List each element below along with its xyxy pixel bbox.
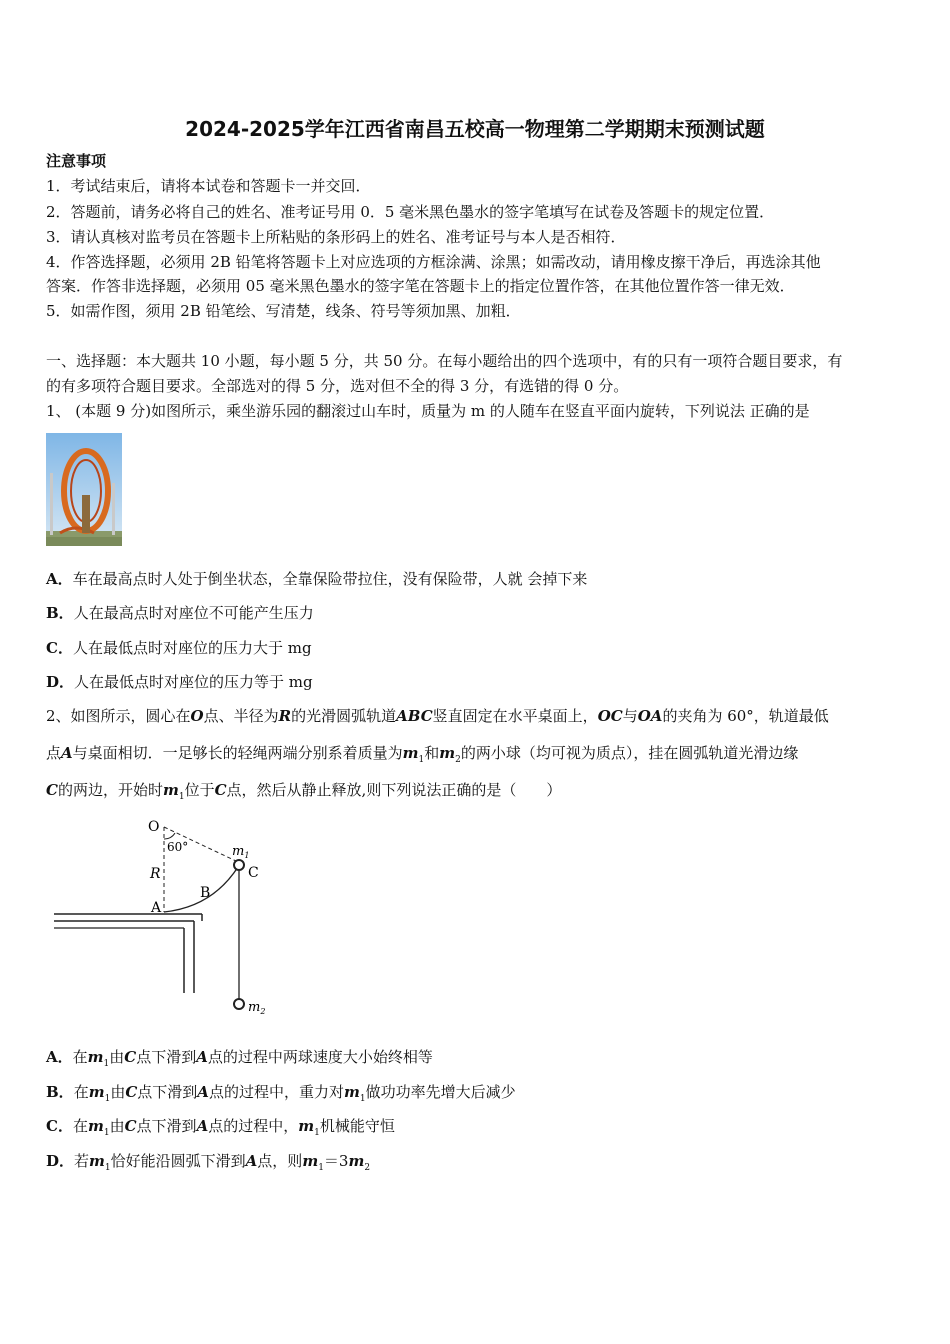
label-m2: $m_2$ — [248, 1000, 266, 1016]
ball-m1 — [234, 860, 244, 870]
notice-heading: 注意事项 — [46, 152, 107, 170]
q2-stem-line-2: 点A与桌面相切．一足够长的轻绳两端分别系着质量为$m_1$和$m_2$的两小球（均可视为质点），挂在圆弧轨道光滑边缘 — [46, 744, 799, 765]
q1-option-d[interactable]: D．人在最低点时对座位的压力等于 mg — [46, 673, 313, 691]
q2-option-c[interactable]: C．在$m_1$由C点下滑到A点的过程中，$m_1$机械能守恒 — [46, 1117, 395, 1138]
q2-diagram — [52, 815, 282, 1025]
label-r: R — [150, 866, 161, 882]
notice-item-5: 5．如需作图，须用 2B 铅笔绘、写清楚，线条、符号等须加黑、加粗． — [46, 302, 521, 320]
notice-item-2: 2．答题前，请务必将自己的姓名、准考证号用 0．5 毫米黑色墨水的签字笔填写在试卷及答题卡的规定位置． — [46, 203, 775, 221]
label-o: O — [148, 819, 160, 835]
notice-item-4-cont: 答案．作答非选择题，必须用 05 毫米黑色墨水的签字笔在答题卡上的指定位置作答，在其他位置作答一律无效． — [46, 277, 795, 295]
roller-coaster-photo — [46, 433, 122, 546]
label-a: A — [151, 900, 162, 916]
angle-arc — [164, 833, 175, 839]
notice-item-4: 4．作答选择题，必须用 2B 铅笔将答题卡上对应选项的方框涂满、涂黑；如需改动，请用橡皮擦干净后，再选涂其他 — [46, 253, 821, 271]
q2-option-d[interactable]: D．若$m_1$恰好能沿圆弧下滑到A点，则$m_1=3m_2$ — [46, 1152, 371, 1173]
label-b: B — [200, 885, 211, 901]
page-title: 2024-2025学年江西省南昌五校高一物理第二学期期末预测试题 — [185, 117, 765, 141]
q1-option-a[interactable]: A．车在最高点时人处于倒坐状态，全靠保险带拉住，没有保险带，人就 会掉下来 — [46, 570, 588, 588]
q1-option-c[interactable]: C．人在最低点时对座位的压力大于 mg — [46, 639, 312, 657]
q2-stem-line-3: C的两边，开始时$m_1$位于C点，然后从静止释放,则下列说法正确的是（ ） — [46, 781, 562, 802]
label-angle: 60° — [167, 840, 189, 854]
section-instructions-1: 一、选择题：本大题共 10 小题，每小题 5 分，共 50 分。在每小题给出的四个选项中，有的只有一项符合题目要求，有 — [46, 352, 843, 370]
notice-item-1: 1．考试结束后，请将本试卷和答题卡一并交回． — [46, 177, 371, 195]
q1-option-b[interactable]: B．人在最高点时对座位不可能产生压力 — [46, 604, 314, 622]
q1-stem: 1、 (本题 9 分)如图所示，乘坐游乐园的翻滚过山车时，质量为 m 的人随车在竖直平面内旋转，下列说法 正确的是 — [46, 402, 810, 420]
label-c: C — [248, 865, 259, 881]
notice-item-3: 3．请认真核对监考员在答题卡上所粘贴的条形码上的姓名、准考证号与本人是否相符． — [46, 228, 626, 246]
q2-stem-line-1: 2、如图所示，圆心在O点、半径为R的光滑圆弧轨道ABC竖直固定在水平桌面上，OC与OA的夹角为 60°，轨道最低 — [46, 707, 829, 725]
q2-option-a[interactable]: A．在$m_1$由C点下滑到A点的过程中两球速度大小始终相等 — [46, 1048, 433, 1069]
q2-option-b[interactable]: B．在$m_1$由C点下滑到A点的过程中，重力对$m_1$做功功率先增大后减少 — [46, 1083, 516, 1104]
ball-m2 — [234, 999, 244, 1009]
label-m1: $m_1$ — [232, 844, 250, 860]
section-instructions-2: 的有多项符合题目要求。全部选对的得 5 分，选对但不全的得 3 分，有选错的得 0 分。 — [46, 377, 629, 395]
